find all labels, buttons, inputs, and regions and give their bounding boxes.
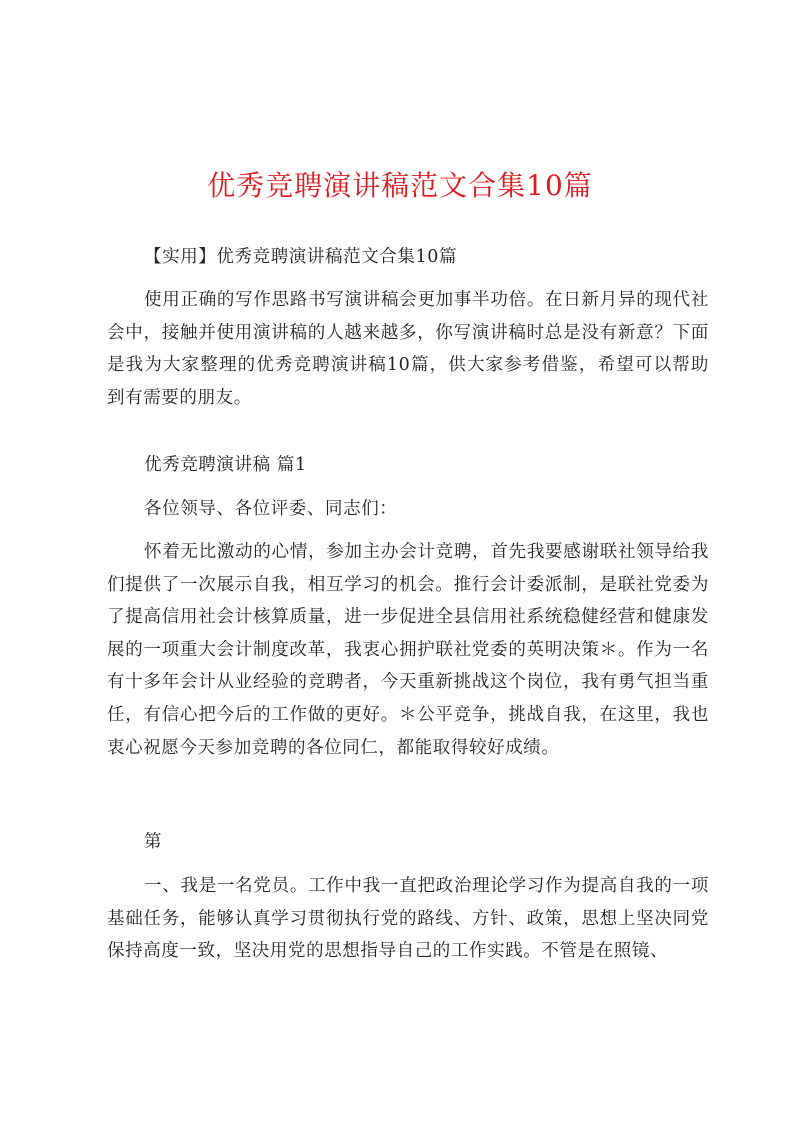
greeting: 各位领导、各位评委、同志们： [144, 499, 398, 519]
intro-paragraph: 使用正确的写作思路书写演讲稿会更加事半功倍。在日新月异的现代社会中，接触并使用演讲稿的人越来越多，你写演讲稿时总是没有新意？下面是我为大家整理的优秀竞聘演讲稿10篇，供大家参考借鉴，希望可以帮助到有需要的朋友。 [107, 290, 709, 408]
point-one-paragraph: 一、我是一名党员。工作中我一直把政治理论学习作为提高自我的一项基础任务，能够认真学习贯彻执行党的路线、方针、政策，思想上坚决同党保持高度一致，坚决用党的思想指导自己的工作实践。不管是在照镜、 [107, 876, 709, 962]
document-title: 优秀竞聘演讲稿范文合集10篇 [207, 169, 593, 202]
section-heading: 优秀竞聘演讲稿 篇1 [144, 455, 307, 475]
body-paragraph: 怀着无比激动的心情，参加主办会计竞聘，首先我要感谢联社领导给我们提供了一次展示自我，相互学习的机会。推行会计委派制，是联社党委为了提高信用社会计核算质量，进一步促进全县信用社系统稳健经营和健康发展的一项重大会计制度改革，我衷心拥护联社党委的英明决策＊。作为一名有十多年会计从业经验的竞聘者，今天重新挑战这个岗位，我有勇气担当重任，有信心把今后的工作做的更好。＊公平竞争，挑战自我，在这里，我也衷心祝愿今天参加竞聘的各位同仁，都能取得较好成绩。 [107, 542, 709, 758]
fragment-text: 第 [144, 832, 163, 852]
intro-heading: 【实用】优秀竞聘演讲稿范文合集10篇 [144, 247, 458, 267]
